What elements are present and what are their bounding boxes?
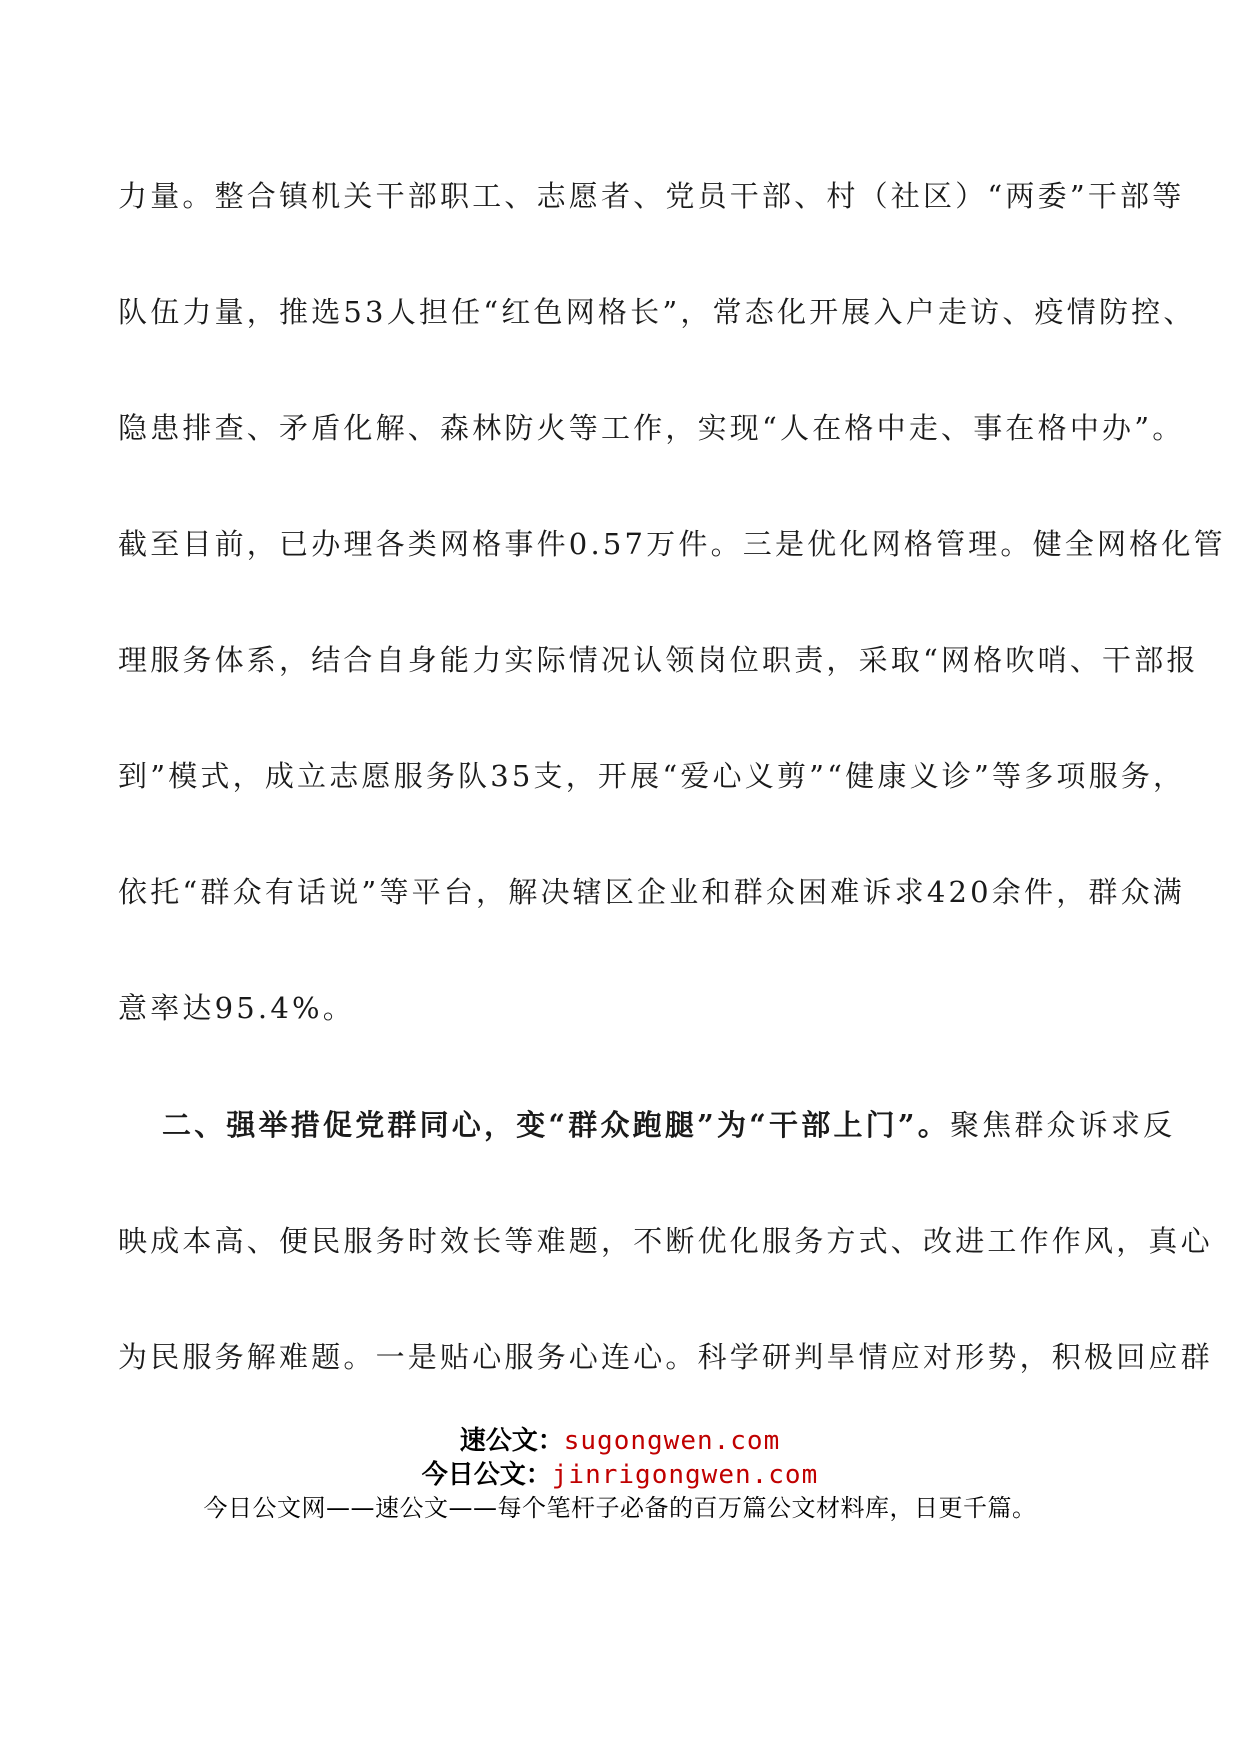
paragraph-line: 到”模式，成立志愿服务队35支，开展“爱心义剪”“健康义诊”等多项服务， — [118, 759, 1186, 793]
paragraph-line: 依托“群众有话说”等平台，解决辖区企业和群众困难诉求420余件，群众满 — [118, 875, 1186, 909]
footer-site-jinrigongwen — [0, 1458, 1240, 1492]
paragraph-line: 意率达95.4%。 — [118, 991, 355, 1025]
footer-site-link[interactable]: sugongwen.com — [563, 1426, 781, 1456]
footer-site-link[interactable]: jinrigongwen.com — [551, 1460, 819, 1490]
footer — [0, 1424, 1240, 1524]
footer-site-label: 今日公文： — [421, 1460, 552, 1490]
footer-site-label: 速公文： — [459, 1426, 564, 1456]
paragraph-line: 隐患排查、矛盾化解、森林防火等工作，实现“人在格中走、事在格中办”。 — [118, 411, 1185, 445]
footer-slogan: 今日公文网——速公文——每个笔杆子必备的百万篇公文材料库，日更千篇。 — [203, 1494, 1037, 1522]
paragraph-line: 力量。整合镇机关干部职工、志愿者、党员干部、村（社区）“两委”干部等 — [118, 179, 1185, 213]
paragraph-line: 截至目前，已办理各类网格事件0.57万件。三是优化网格管理。健全网格化管 — [118, 527, 1226, 561]
paragraph-line: 理服务体系，结合自身能力实际情况认领岗位职责，采取“网格吹哨、干部报 — [118, 643, 1199, 677]
section-heading: 二、强举措促党群同心，变“群众跑腿”为“干部上门”。 — [162, 1108, 950, 1142]
paragraph-line: 映成本高、便民服务时效长等难题，不断优化服务方式、改进工作作风，真心 — [118, 1224, 1213, 1258]
paragraph-line: 为民服务解难题。一是贴心服务心连心。科学研判旱情应对形势，积极回应群 — [118, 1340, 1213, 1374]
paragraph-line: 队伍力量，推选53人担任“红色网格长”，常态化开展入户走访、疫情防控、 — [118, 295, 1196, 329]
footer-site-sugongwen — [0, 1424, 1240, 1458]
section-heading-tail: 聚焦群众诉求反 — [949, 1108, 1176, 1142]
section-heading-line — [162, 1105, 1176, 1145]
